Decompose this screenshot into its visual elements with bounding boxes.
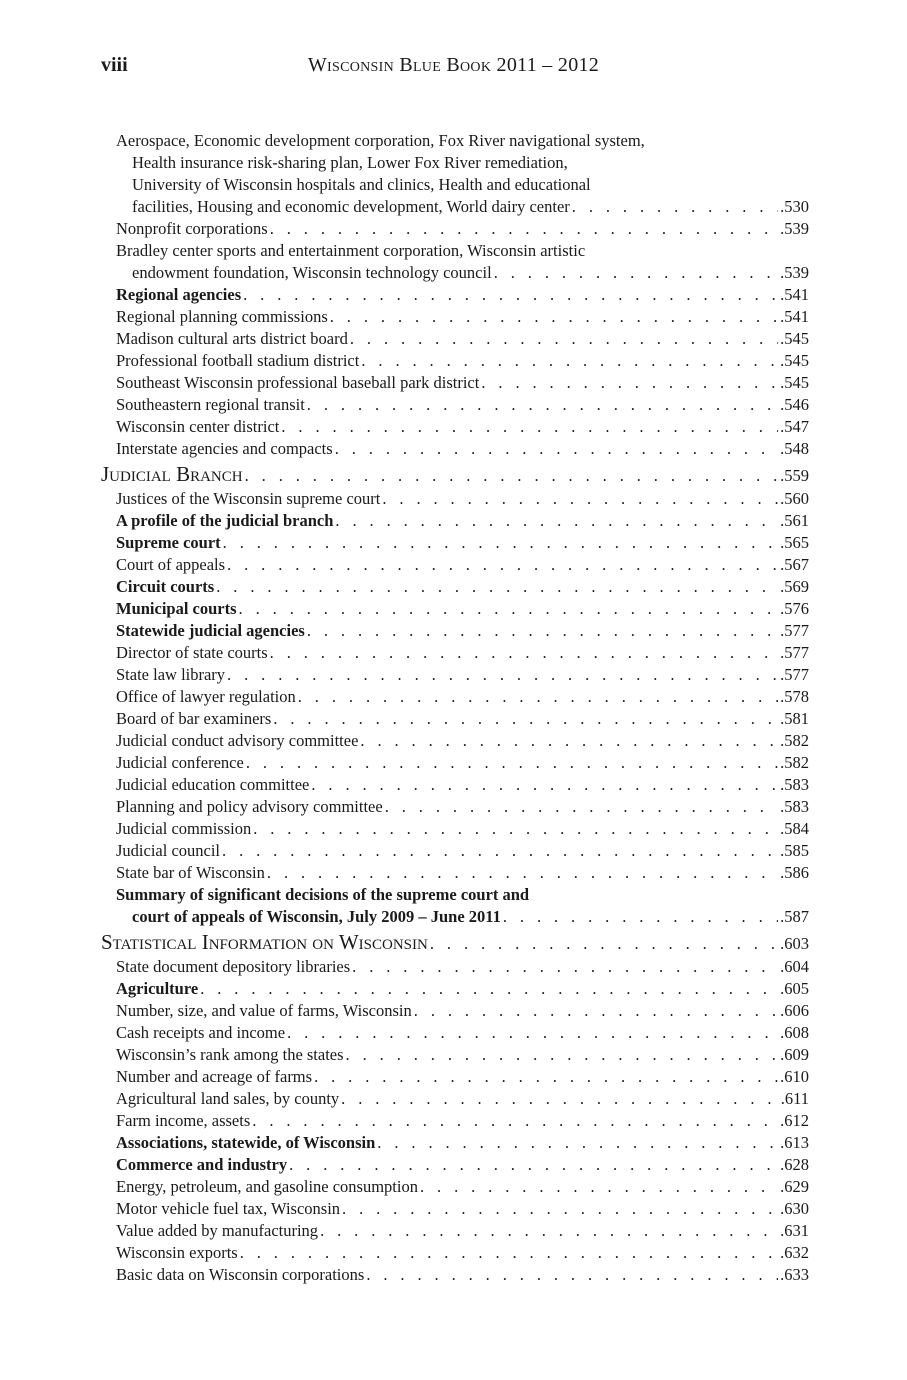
toc-page-number: .539 — [780, 219, 809, 238]
toc-page-number: .584 — [780, 819, 809, 838]
toc-page-number: .567 — [780, 555, 809, 574]
toc-entry-line — [116, 488, 809, 510]
dot-leader — [361, 350, 778, 372]
toc-entry-title: Judicial education committee — [116, 775, 310, 794]
toc-entry-title: Health insurance risk-sharing plan, Lower Fox River remediation, — [132, 153, 568, 172]
toc-entry — [101, 488, 809, 510]
toc-entry-title: Judicial council — [116, 841, 221, 860]
toc-entry-title: University of Wisconsin hospitals and clinics, Health and educational — [132, 175, 591, 194]
toc-entry-line — [116, 394, 809, 416]
dot-leader — [377, 1132, 778, 1154]
dot-leader — [385, 796, 778, 818]
toc-entry — [101, 532, 809, 554]
running-title: Wisconsin Blue Book 2011 – 2012 — [307, 54, 600, 76]
toc-entry-line — [116, 1242, 809, 1264]
toc-page-number: .582 — [780, 753, 809, 772]
dot-leader — [216, 576, 778, 598]
toc-entry-title: Southeast Wisconsin professional baseball park district — [116, 373, 480, 392]
toc-entry-line — [116, 576, 809, 598]
toc-entry-line — [101, 462, 809, 488]
toc-entry-title: Agricultural land sales, by county — [116, 1089, 340, 1108]
dot-leader — [481, 372, 778, 394]
toc-entry-title: Agriculture — [116, 979, 199, 998]
dot-leader — [273, 708, 778, 730]
toc-page-number: .606 — [780, 1001, 809, 1020]
toc-entry — [101, 240, 809, 284]
toc-page-number: .611 — [780, 1089, 809, 1108]
toc-entry — [101, 328, 809, 350]
dot-leader — [246, 752, 778, 774]
toc-entry-line — [116, 1044, 809, 1066]
toc-entry-title: Judicial commission — [116, 819, 252, 838]
dot-leader — [420, 1176, 778, 1198]
toc-page-number: .582 — [780, 731, 809, 750]
toc-entry-title: Judicial Branch — [101, 462, 243, 486]
toc-entry-line — [116, 284, 809, 306]
toc-entry — [101, 510, 809, 532]
toc-entry-title: Statewide judicial agencies — [116, 621, 305, 640]
toc-entry-title: Wisconsin’s rank among the states — [116, 1045, 344, 1064]
toc-entry — [101, 1066, 809, 1088]
dot-leader — [503, 906, 778, 928]
toc-entry — [101, 642, 809, 664]
toc-entry-line — [116, 956, 809, 978]
toc-entry-title: Associations, statewide, of Wisconsin — [116, 1133, 376, 1152]
toc-page-number: .559 — [780, 466, 809, 485]
dot-leader — [270, 642, 778, 664]
toc-section-entry — [101, 462, 809, 488]
toc-entry-title: Regional agencies — [116, 285, 242, 304]
toc-entry-title: Energy, petroleum, and gasoline consumption — [116, 1177, 418, 1196]
toc-entry-line — [116, 978, 809, 1000]
dot-leader — [223, 532, 778, 554]
toc-page-number: .561 — [780, 511, 809, 530]
dot-leader — [270, 218, 778, 240]
toc-entry-line — [116, 818, 809, 840]
toc-page-number: .629 — [780, 1177, 809, 1196]
toc-entry — [101, 686, 809, 708]
toc-entry-title: Supreme court — [116, 533, 221, 552]
toc-entry-title: Circuit courts — [116, 577, 215, 596]
toc-entry — [101, 956, 809, 978]
toc-entry-line — [116, 1154, 809, 1176]
toc-entry-title: Justices of the Wisconsin supreme court — [116, 489, 381, 508]
dot-leader — [494, 262, 778, 284]
toc-entry-line — [116, 1110, 809, 1132]
toc-entry-line — [116, 196, 809, 218]
toc-entry-title: Wisconsin exports — [116, 1243, 238, 1262]
toc-entry-line — [116, 862, 809, 884]
toc-page-number: .603 — [780, 934, 809, 953]
toc-entry-line — [116, 752, 809, 774]
toc-page-number: .545 — [780, 351, 809, 370]
dot-leader — [414, 1000, 778, 1022]
toc-entry-title: Court of appeals — [116, 555, 226, 574]
dot-leader — [311, 774, 778, 796]
toc-page-number: .583 — [780, 775, 809, 794]
toc-entry-title: Motor vehicle fuel tax, Wisconsin — [116, 1199, 341, 1218]
dot-leader — [314, 1066, 778, 1088]
toc-entry-title: Number, size, and value of farms, Wisconsin — [116, 1001, 412, 1020]
toc-entry-title: court of appeals of Wisconsin, July 2009 – June 2011 — [132, 907, 501, 926]
toc-entry-title: Southeastern regional transit — [116, 395, 305, 414]
toc-entry-line — [116, 1000, 809, 1022]
toc-entry-line — [116, 372, 809, 394]
toc-page-number: .630 — [780, 1199, 809, 1218]
toc-page-number: .613 — [780, 1133, 809, 1152]
toc-page-number: .608 — [780, 1023, 809, 1042]
toc-page-number: .609 — [780, 1045, 809, 1064]
toc-entry-title: Office of lawyer regulation — [116, 687, 296, 706]
toc-page-number: .545 — [780, 329, 809, 348]
toc-entry-line — [116, 306, 809, 328]
dot-leader — [307, 620, 778, 642]
toc-page-number: .548 — [780, 439, 809, 458]
toc-entry-line — [116, 1198, 809, 1220]
dot-leader — [240, 1242, 778, 1264]
toc-entry — [101, 1264, 809, 1286]
toc-entry-line — [116, 240, 809, 262]
dot-leader — [352, 956, 778, 978]
dot-leader — [252, 1110, 778, 1132]
dot-leader — [245, 464, 779, 488]
toc-entry — [101, 1154, 809, 1176]
toc-entry-title: Value added by manufacturing — [116, 1221, 319, 1240]
toc-entry-line — [116, 708, 809, 730]
toc-entry-line — [116, 1132, 809, 1154]
toc-entry-title: Commerce and industry — [116, 1155, 288, 1174]
dot-leader — [360, 730, 778, 752]
toc-page-number: .547 — [780, 417, 809, 436]
toc-page-number: .541 — [780, 285, 809, 304]
toc-entry-line — [116, 152, 809, 174]
toc-entry-title: Basic data on Wisconsin corporations — [116, 1265, 365, 1284]
toc-entry — [101, 350, 809, 372]
dot-leader — [335, 438, 778, 460]
toc-entry-title: Aerospace, Economic development corporation, Fox River navigational system, — [116, 131, 645, 150]
dot-leader — [289, 1154, 778, 1176]
toc-entry-title: Nonprofit corporations — [116, 219, 268, 238]
toc-entry-line — [101, 930, 809, 956]
toc-page-number: .577 — [780, 621, 809, 640]
toc-entry — [101, 620, 809, 642]
toc-entry — [101, 394, 809, 416]
toc-section-entry — [101, 930, 809, 956]
toc-entry — [101, 416, 809, 438]
toc-entry-line — [116, 438, 809, 460]
toc-page-number: .604 — [780, 957, 809, 976]
dot-leader — [222, 840, 778, 862]
toc-entry — [101, 708, 809, 730]
toc-entry-line — [116, 532, 809, 554]
dot-leader — [346, 1044, 779, 1066]
toc-entry-title: Regional planning commissions — [116, 307, 328, 326]
toc-entry — [101, 1220, 809, 1242]
toc-page-number: .585 — [780, 841, 809, 860]
toc-entry-title: Wisconsin center district — [116, 417, 280, 436]
toc-page-number: .569 — [780, 577, 809, 596]
toc-entry-line — [116, 328, 809, 350]
toc-entry-line — [116, 554, 809, 576]
toc-entry-line — [116, 350, 809, 372]
toc-entry-title: Summary of significant decisions of the supreme court and — [116, 885, 530, 904]
dot-leader — [227, 554, 778, 576]
toc-entry-title: State document depository libraries — [116, 957, 351, 976]
toc-page-number: .539 — [780, 263, 809, 282]
toc-entry — [101, 438, 809, 460]
toc-page-number: .587 — [780, 907, 809, 926]
toc-page-number: .581 — [780, 709, 809, 728]
toc-entry-line — [116, 620, 809, 642]
toc-entry — [101, 796, 809, 818]
toc-page-number: .576 — [780, 599, 809, 618]
dot-leader — [320, 1220, 778, 1242]
toc-entry-title: Board of bar examiners — [116, 709, 272, 728]
toc-entry-line — [116, 598, 809, 620]
toc-entry — [101, 218, 809, 240]
toc-entry — [101, 774, 809, 796]
toc-entry — [101, 1110, 809, 1132]
toc-entry-title: State law library — [116, 665, 226, 684]
toc-entry-line — [116, 262, 809, 284]
toc-page-number: .578 — [780, 687, 809, 706]
toc-entry — [101, 840, 809, 862]
toc-entry — [101, 554, 809, 576]
toc-entry-title: Number and acreage of farms — [116, 1067, 313, 1086]
toc-entry-line — [116, 906, 809, 928]
toc-page-number: .631 — [780, 1221, 809, 1240]
dot-leader — [298, 686, 778, 708]
toc-page-number: .545 — [780, 373, 809, 392]
toc-entry — [101, 1044, 809, 1066]
dot-leader — [350, 328, 778, 350]
toc-entry-line — [116, 174, 809, 196]
toc-entry-title: Judicial conduct advisory committee — [116, 731, 359, 750]
toc-entry-title: Farm income, assets — [116, 1111, 251, 1130]
toc-entry-line — [116, 796, 809, 818]
toc-page-number: .586 — [780, 863, 809, 882]
toc-page-number: .612 — [780, 1111, 809, 1130]
toc-page-number: .632 — [780, 1243, 809, 1262]
toc-entry-line — [116, 642, 809, 664]
toc-entry-line — [116, 774, 809, 796]
toc-entry-line — [116, 416, 809, 438]
toc-entry-line — [116, 686, 809, 708]
toc-page-number: .610 — [780, 1067, 809, 1086]
dot-leader — [330, 306, 778, 328]
toc-entry — [101, 130, 809, 218]
toc-entry-line — [116, 730, 809, 752]
toc-entry-title: Professional football stadium district — [116, 351, 360, 370]
dot-leader — [243, 284, 778, 306]
toc-entry — [101, 752, 809, 774]
toc-entry-line — [116, 1176, 809, 1198]
toc-entry — [101, 576, 809, 598]
toc-entry — [101, 1088, 809, 1110]
toc-entry-line — [116, 1264, 809, 1286]
toc-entry — [101, 306, 809, 328]
toc-page-number: .583 — [780, 797, 809, 816]
dot-leader — [366, 1264, 778, 1286]
toc-entry-title: Director of state courts — [116, 643, 268, 662]
toc-entry — [101, 1022, 809, 1044]
toc-entry-title: Statistical Information on Wisconsin — [101, 930, 428, 954]
toc-entry — [101, 978, 809, 1000]
toc-entry — [101, 1242, 809, 1264]
toc-entry — [101, 818, 809, 840]
dot-leader — [430, 932, 778, 956]
toc-entry-title: Judicial conference — [116, 753, 244, 772]
dot-leader — [572, 196, 778, 218]
dot-leader — [382, 488, 778, 510]
dot-leader — [281, 416, 778, 438]
toc-entry — [101, 862, 809, 884]
toc-entry — [101, 1176, 809, 1198]
toc-entry-title: State bar of Wisconsin — [116, 863, 265, 882]
toc-page-number: .541 — [780, 307, 809, 326]
toc-entry-line — [116, 130, 809, 152]
dot-leader — [253, 818, 778, 840]
toc-entry-line — [116, 1022, 809, 1044]
toc-page-number: .530 — [780, 197, 809, 216]
toc-entry-title: Cash receipts and income — [116, 1023, 286, 1042]
toc-page-number: .633 — [780, 1265, 809, 1284]
toc-entry-title: Bradley center sports and entertainment corporation, Wisconsin artistic — [116, 241, 586, 260]
toc-entry-line — [116, 1066, 809, 1088]
toc-entry — [101, 664, 809, 686]
toc-entry — [101, 1132, 809, 1154]
toc-entry-title: Madison cultural arts district board — [116, 329, 348, 348]
toc-entry-title: facilities, Housing and economic development, World dairy center — [132, 197, 570, 216]
page-header — [0, 54, 907, 82]
dot-leader — [200, 978, 778, 1000]
dot-leader — [239, 598, 779, 620]
toc-entry-line — [116, 510, 809, 532]
toc-entry — [101, 730, 809, 752]
dot-leader — [267, 862, 778, 884]
toc-entry — [101, 598, 809, 620]
toc-page-number: .628 — [780, 1155, 809, 1174]
toc-page-number: .560 — [780, 489, 809, 508]
toc-entry — [101, 1000, 809, 1022]
toc-entry-title: endowment foundation, Wisconsin technology council — [132, 263, 492, 282]
dot-leader — [335, 510, 778, 532]
table-of-contents — [101, 130, 809, 1286]
toc-entry — [101, 1198, 809, 1220]
toc-page-number: .546 — [780, 395, 809, 414]
toc-page-number: .577 — [780, 643, 809, 662]
toc-entry — [101, 284, 809, 306]
toc-entry-line — [116, 218, 809, 240]
toc-page-number: .605 — [780, 979, 809, 998]
dot-leader — [307, 394, 778, 416]
toc-entry-title: Planning and policy advisory committee — [116, 797, 383, 816]
toc-entry-line — [116, 884, 809, 906]
toc-page-number: .565 — [780, 533, 809, 552]
toc-page-number: .577 — [780, 665, 809, 684]
toc-entry-line — [116, 1088, 809, 1110]
dot-leader — [341, 1088, 779, 1110]
page-number: viii — [101, 54, 128, 76]
toc-entry-title: Municipal courts — [116, 599, 237, 618]
toc-entry-title: Interstate agencies and compacts — [116, 439, 333, 458]
toc-entry-line — [116, 1220, 809, 1242]
dot-leader — [227, 664, 778, 686]
dot-leader — [342, 1198, 778, 1220]
toc-entry — [101, 372, 809, 394]
toc-entry-line — [116, 840, 809, 862]
toc-entry-line — [116, 664, 809, 686]
toc-entry-title: A profile of the judicial branch — [116, 511, 334, 530]
toc-entry — [101, 884, 809, 928]
dot-leader — [287, 1022, 778, 1044]
